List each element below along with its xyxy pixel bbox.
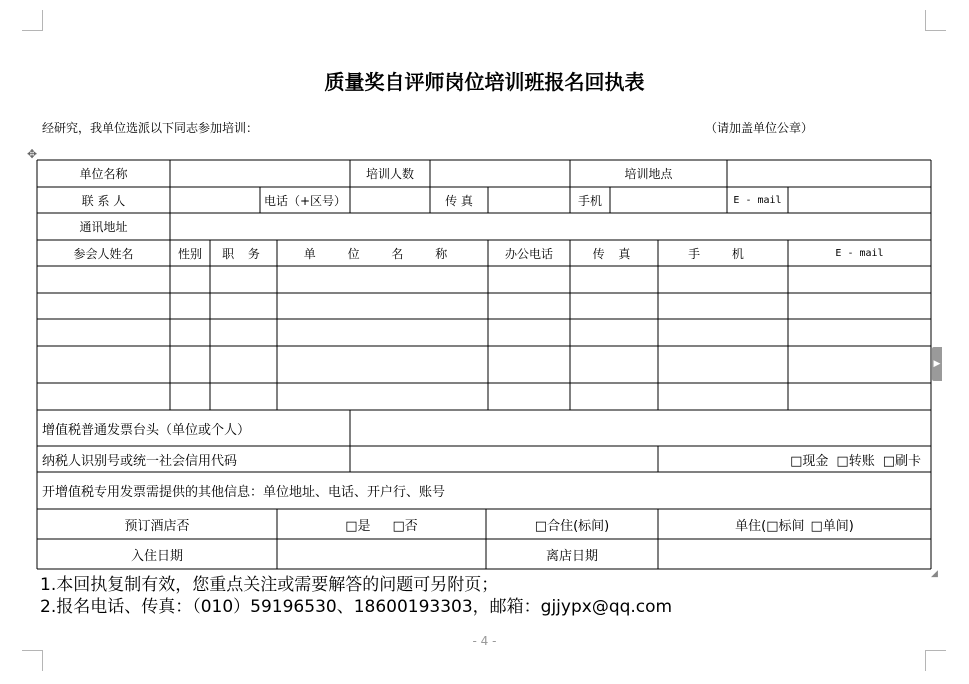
hotel-no-checkbox[interactable]: □否	[392, 518, 418, 534]
table-row[interactable]	[38, 384, 930, 409]
crop-mark-bottom-right	[925, 650, 946, 671]
col-header-mobile: 手 机	[688, 246, 758, 261]
page-number: - 4 -	[472, 634, 497, 648]
input-mobile[interactable]	[611, 188, 726, 212]
input-address[interactable]	[171, 214, 930, 239]
intro-text: 经研究，我单位选派以下同志参加培训：	[42, 121, 259, 135]
col-header-gender: 性别	[177, 246, 202, 261]
hotel-single-room-checkbox[interactable]: □单间)	[810, 518, 854, 534]
label-address: 通讯地址	[79, 220, 128, 234]
note-line-1: 1.本回执复制有效，您重点关注或需要解答的问题可另附页；	[40, 575, 499, 595]
table-resize-handle-icon[interactable]: ◢	[931, 569, 938, 579]
label-special-invoice-info: 开增值税专用发票需提供的其他信息：单位地址、电话、开户行、账号	[42, 485, 446, 500]
input-phone[interactable]	[351, 188, 429, 212]
pay-cash-checkbox[interactable]: □现金	[790, 453, 829, 469]
label-trainee-count: 培训人数	[365, 167, 414, 181]
input-fax[interactable]	[489, 188, 569, 212]
label-checkin-date: 入住日期	[130, 548, 183, 564]
col-header-email: E - mail	[835, 247, 884, 259]
input-trainee-count[interactable]	[431, 161, 569, 186]
label-invoice-header: 增值税普通发票台头（单位或个人）	[42, 422, 251, 438]
crop-mark-top-right	[925, 10, 946, 31]
col-header-name: 参会人姓名	[73, 246, 134, 261]
hotel-single-label: 单住(	[735, 518, 767, 534]
col-header-unit: 单 位 名 称	[303, 246, 462, 261]
label-contact-person: 联 系 人	[81, 193, 126, 208]
pay-card-checkbox[interactable]: □刷卡	[882, 453, 921, 469]
input-email[interactable]	[789, 188, 930, 212]
hotel-single-options	[658, 509, 931, 539]
hotel-yes-checkbox[interactable]: □是	[345, 518, 371, 534]
input-contact-person[interactable]	[171, 188, 259, 212]
pay-transfer-checkbox[interactable]: □转账	[836, 453, 875, 469]
table-row[interactable]	[38, 267, 930, 292]
label-tax-id: 纳税人识别号或统一社会信用代码	[42, 453, 238, 469]
input-checkout-date[interactable]	[659, 540, 930, 568]
table-row[interactable]	[38, 320, 930, 345]
label-mobile: 手机	[577, 193, 602, 208]
table-row[interactable]	[38, 294, 930, 318]
crop-mark-top-left	[22, 10, 43, 31]
label-fax: 传 真	[445, 193, 473, 208]
col-header-position: 职 务	[222, 246, 265, 261]
crop-mark-bottom-left	[22, 650, 43, 671]
side-expand-tab-icon[interactable]: ▶	[932, 347, 942, 381]
hotel-shared-checkbox[interactable]: □合住(标间)	[534, 518, 610, 534]
input-checkin-date[interactable]	[278, 540, 485, 568]
col-header-office-phone: 办公电话	[504, 246, 553, 261]
hotel-yes-no-options	[277, 509, 486, 539]
stamp-note: （请加盖单位公章）	[705, 121, 814, 135]
label-hotel-reservation: 预订酒店否	[124, 518, 190, 534]
input-training-location[interactable]	[728, 161, 930, 186]
label-unit-name: 单位名称	[79, 167, 128, 181]
note-line-2: 2.报名电话、传真：（010）59196530、18600193303，邮箱：gjjypx@qq.com	[40, 597, 673, 617]
label-checkout-date: 离店日期	[545, 548, 598, 564]
input-unit-name[interactable]	[171, 161, 349, 186]
hotel-single-standard-checkbox[interactable]: □标间	[766, 518, 805, 534]
label-training-location: 培训地点	[624, 167, 673, 181]
payment-method-options	[658, 446, 931, 472]
label-email: E - mail	[733, 194, 782, 206]
table-move-handle-icon[interactable]: ✥	[26, 147, 38, 161]
label-phone-area: 电话（+区号）	[263, 193, 347, 208]
document-title: 质量奖自评师岗位培训班报名回执表	[324, 70, 645, 94]
table-row[interactable]	[38, 347, 930, 382]
input-tax-id[interactable]	[351, 447, 657, 471]
input-invoice-header[interactable]	[351, 411, 930, 445]
col-header-fax: 传 真	[592, 246, 636, 261]
